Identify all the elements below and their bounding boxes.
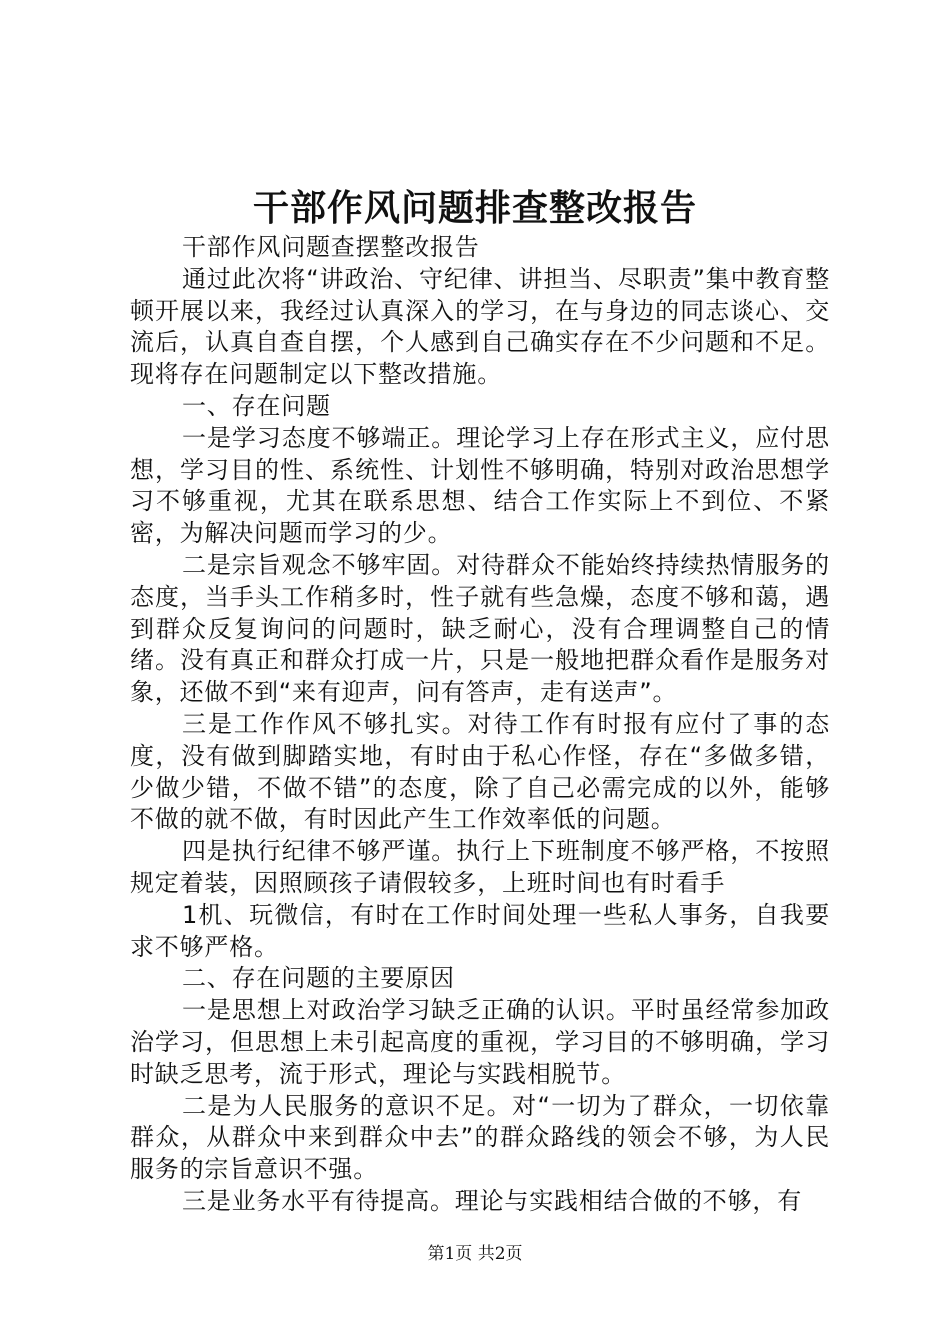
paragraph-intro: 通过此次将“讲政治、守纪律、讲担当、尽职责”集中教育整顿开展以来，我经过认真深入的学习，在与身边的同志谈心、交流后，认真自查自摆，个人感到自己确实存在不少问题和不足。现将存在问题制定以下整改措施。 xyxy=(130,264,830,389)
document-body xyxy=(130,232,830,1218)
paragraph-problem-4: 四是执行纪律不够严谨。执行上下班制度不够严格，不按照规定着装，因照顾孩子请假较多，上班时间也有时看手 xyxy=(130,837,830,897)
paragraph-problem-3: 三是工作作风不够扎实。对待工作有时报有应付了事的态度，没有做到脚踏实地，有时由于私心作怪，存在“多做多错，少做少错，不做不错”的态度，除了自己必需完成的以外，能够不做的就不做，有时因此产生工作效率低的问题。 xyxy=(130,709,830,834)
section-heading-problems: 一、存在问题 xyxy=(182,391,331,420)
paragraph-cause-2: 二是为人民服务的意识不足。对“一切为了群众，一切依靠群众，从群众中来到群众中去”的群众路线的领会不够，为人民服务的宗旨意识不强。 xyxy=(130,1091,830,1184)
page-title: 干部作风问题排查整改报告 xyxy=(252,187,697,229)
paragraph-cause-1: 一是思想上对政治学习缺乏正确的认识。平时虽经常参加政治学习，但思想上未引起高度的重视，学习目的不够明确，学习时缺乏思考，流于形式，理论与实践相脱节。 xyxy=(130,996,830,1088)
section-heading-causes: 二、存在问题的主要原因 xyxy=(182,964,455,993)
paragraph-problem-1: 一是学习态度不够端正。理论学习上存在形式主义，应付思想，学习目的性、系统性、计划性不够明确，特别对政治思想学习不够重视，尤其在联系思想、结合工作实际上不到位、不紧密，为解决问题而学习的少。 xyxy=(130,423,830,548)
paragraph-problem-4-continued: 1机、玩微信，有时在工作时间处理一些私人事务，自我要求不够严格。 xyxy=(130,900,830,961)
page-number-footer: 第1页 共2页 xyxy=(427,1244,523,1264)
paragraph-subtitle: 干部作风问题查摆整改报告 xyxy=(182,233,480,261)
paragraph-cause-3: 三是业务水平有待提高。理论与实践相结合做的不够，有 xyxy=(182,1186,802,1215)
paragraph-problem-2: 二是宗旨观念不够牢固。对待群众不能始终持续热情服务的态度，当手头工作稍多时，性子就有些急燥，态度不够和蔼，遇到群众反复询问的问题时，缺乏耐心，没有合理调整自己的情绪。没有真正和群众打成一片，只是一般地把群众看作是服务对象，还做不到“来有迎声，问有答声，走有送声”。 xyxy=(130,550,830,707)
